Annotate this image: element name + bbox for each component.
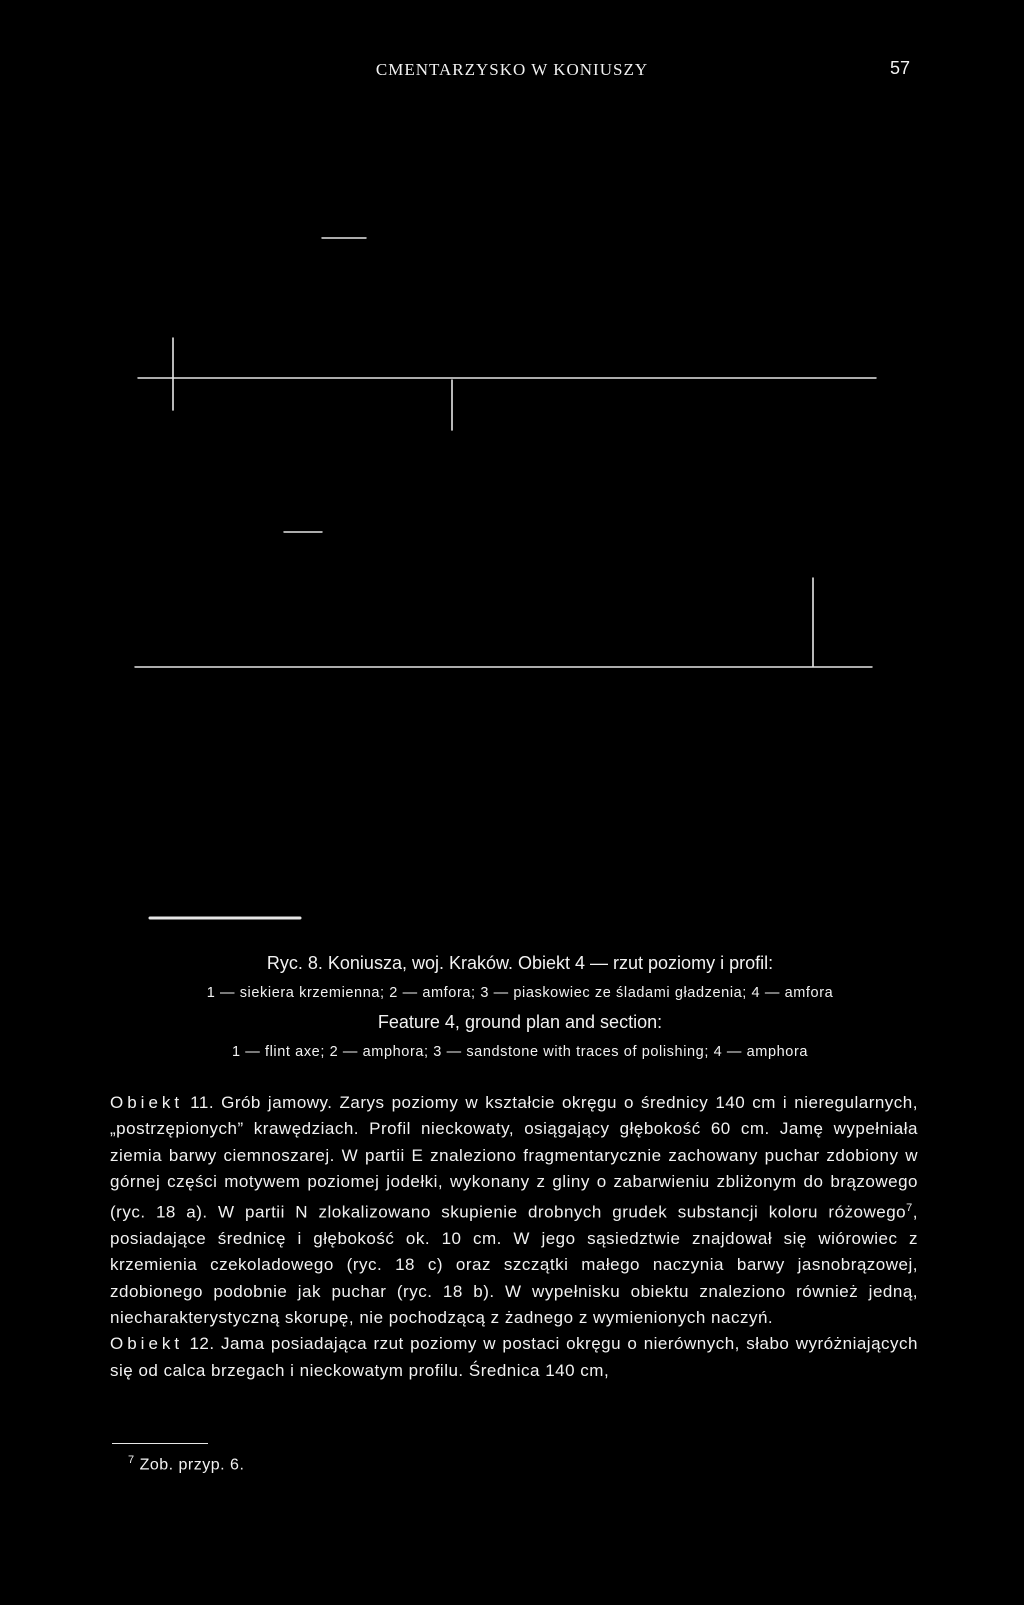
footnote-text: Zob. przyp. 6. [134,1456,245,1474]
paragraph-obiekt-11 [110,1090,918,1331]
figure-caption-title-pl: Ryc. 8. Koniusza, woj. Kraków. Obiekt 4 — rzut poziomy i profil: [266,953,774,973]
footnote-reference[interactable]: 7 [906,1202,913,1215]
paragraph-text: 12. Jama posiadająca rzut poziomy w postaci okręgu o nierównych, słabo wyróżniających się od calca brzegach i nieckowatym profilu. Średnica 140 cm, [110,1334,918,1380]
figure-caption-title-en: Feature 4, ground plan and section: [377,1012,663,1032]
figure-plan-and-section [0,200,1024,940]
paragraph-obiekt-12 [110,1331,918,1384]
page-number: 57 [890,58,911,78]
figure-caption-legend-pl: 1 — siekiera krzemienna; 2 — amfora; 3 — piaskowiec ze śladami gładzenia; 4 — amfora [206,985,834,1001]
footnote [128,1454,244,1474]
paragraph-text: 11. Grób jamowy. Zarys poziomy w kształcie okręgu o średnicy 140 cm i nieregularnych, „postrzępionych” krawędziach. Profil nieckowaty, osiągający głębokość 60 cm. Jamę wypełniała ziemia barwy ciemnoszarej. W partii E znaleziono fragmentarycznie zachowany puchar zdobiony w górnej części motywem poziomej jodełki, wykonany z gliny o zabarwieniu zbliżonym do brązowego (ryc. 18 a). W partii N zlokalizowano skupienie drobnych grudek substancji koloru różowego [110,1093,918,1222]
running-head: CMENTARZYSKO W KONIUSZY [375,60,649,79]
feature-label: Obiekt [110,1334,184,1354]
body-text [110,1090,918,1384]
figure-caption-legend-en: 1 — flint axe; 2 — amphora; 3 — sandstone with traces of polishing; 4 — amphora [231,1044,809,1060]
paragraph-text: , posiadające średnicę i głębokość ok. 10 cm. W jego sąsiedztwie znajdował się wiórowiec z krzemienia czekoladowego (ryc. 18 c) oraz szczątki małego naczynia barwy jasnobrązowej, zdobionego podobnie jak puchar (ryc. 18 b). W wypełnisku obiektu znaleziono również jedną, niecharakterystyczną skorupę, nie pochodzącą z żadnego z wymienionych naczyń. [110,1202,918,1328]
footnote-divider [112,1443,208,1444]
footnote-number: 7 [128,1454,135,1466]
feature-label: Obiekt [110,1093,184,1112]
